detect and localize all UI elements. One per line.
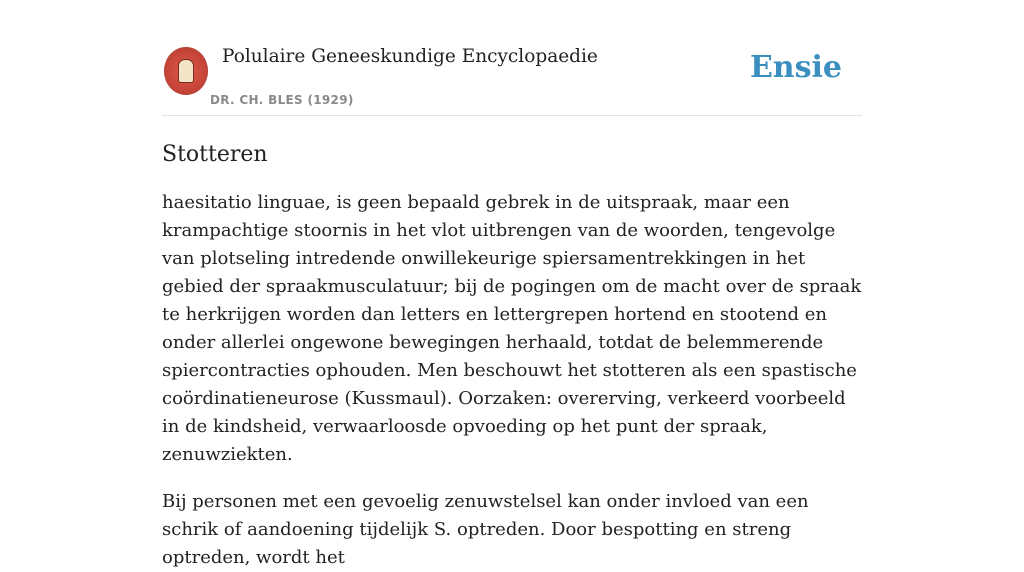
entry-paragraph: Bij personen met een gevoelig zenuwstelsel kan onder invloed van een schrik of aandoening tijdelijk S. optreden. Door bespotting en streng optreden, wordt het: [162, 491, 809, 568]
entry-title: Stotteren: [162, 142, 268, 167]
book-title[interactable]: Polulaire Geneeskundige Encyclopaedie: [222, 46, 598, 67]
entry-body: [162, 189, 862, 572]
cover-figure: [179, 60, 193, 82]
book-cover-icon[interactable]: [164, 47, 208, 95]
page: [162, 0, 862, 568]
book-author: DR. CH. BLES (1929): [210, 93, 354, 107]
brand-logo-link[interactable]: Ensie: [749, 50, 842, 85]
book-header: [162, 0, 862, 116]
entry-paragraph: haesitatio linguae, is geen bepaald gebrek in de uitspraak, maar een krampachtige stoornis in het vlot uitbrengen van de woorden, tengevolge van plotseling intredende onwillekeurige spiersamentrekkingen in het gebied der spraakmusculatuur; bij de pogingen om de macht over de spraak te herkrijgen worden dan letters en lettergrepen hortend en stootend en onder allerlei ongewone bewegingen herhaald, totdat de belemmerende spiercontracties ophouden. Men beschouwt het stotteren als een spastische coördinatieneurose (Kussmaul). Oorzaken: overerving, verkeerd voorbeeld in de kindsheid, verwaarloosde opvoeding op het punt der spraak, zenuwziekten.: [162, 192, 862, 465]
